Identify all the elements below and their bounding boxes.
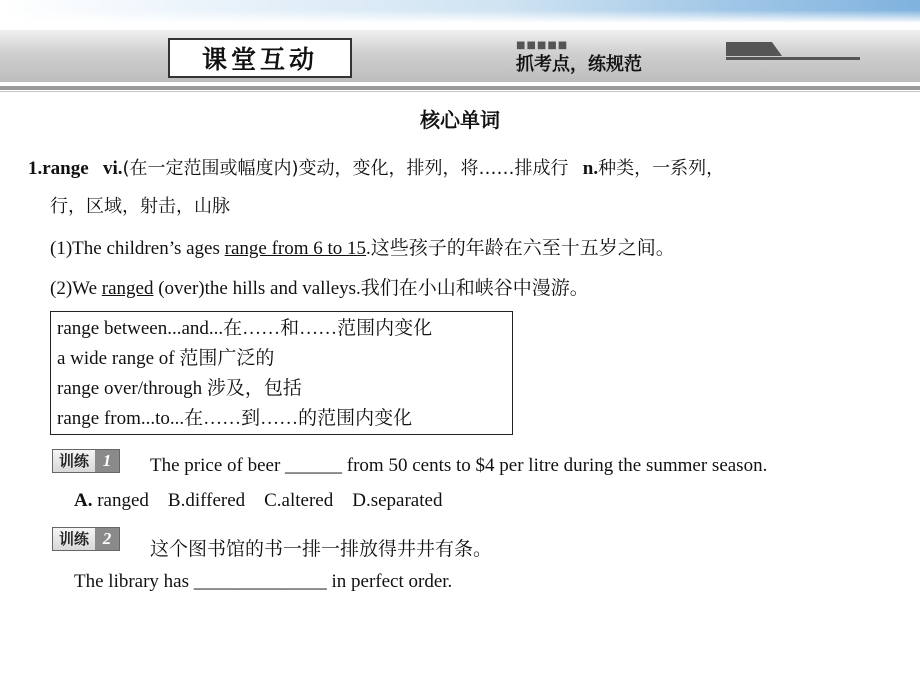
top-wave [0,10,920,22]
phrase-item: a wide range of 范围广泛的 [57,348,275,369]
word-entry [28,150,898,226]
section-title-box: 课堂互动 [168,38,352,78]
phrase-item: range over/through 涉及，包括 [57,378,302,399]
header-divider-thin [0,91,920,92]
exercise-2-badge [52,527,120,551]
example-2-suffix: (over)the hills and valleys.我们在小山和峡谷中漫游。 [153,278,589,299]
header-dots: ■■■■■ [516,40,569,51]
exercise-2-answer: The library has ______________ in perfect order. [74,571,453,592]
phrase-item: range between...and...在……和……范围内变化 [57,318,433,339]
header-bar [0,30,920,82]
exercise-2-question: 这个图书馆的书一排一排放得井井有条。 [150,538,493,560]
exercise-1-badge-label: 训练 [53,450,95,472]
entry-pos-noun: n. [582,158,599,179]
entry-def-noun: 种类，一系列， [598,158,725,179]
example-2-underlined: ranged [101,278,154,299]
example-1-prefix: (1)The children’s ages [50,238,225,259]
exercise-1-option-list: ranged B.differed C.altered D.separated [92,490,443,511]
entry-word: 1.range [28,158,89,179]
exercise-1-badge [52,449,120,473]
top-decoration-band [0,0,920,22]
entry-pos-verb: vi. [102,158,123,179]
entry-def-verb: (在一定范围或幅度内)变动，变化，排列，将……排成行 [122,158,569,179]
exercise-1-options [74,490,442,512]
header-deco-line [726,57,860,60]
example-1 [50,233,675,260]
header-subtitle: 抓考点，练规范 [516,54,642,75]
exercise-1-badge-number: 1 [95,450,119,472]
phrase-box [50,311,513,435]
example-1-underlined: range from 6 to 15 [224,238,367,259]
entry-def-noun-cont: 行，区域，射击，山脉 [50,196,230,217]
exercise-1-answer-letter: A. [74,490,93,511]
example-1-suffix: .这些孩子的年龄在六至十五岁之间。 [366,238,675,259]
page-title: 核心单词 [420,108,500,132]
exercise-2-badge-label: 训练 [53,528,95,550]
phrase-item: range from...to...在……到……的范围内变化 [57,408,413,429]
header-divider [0,86,920,90]
exercise-2-badge-number: 2 [95,528,119,550]
example-2 [50,273,589,300]
exercise-1-question: The price of beer ______ from 50 cents to $4 per litre during the summer season. [150,455,768,476]
example-2-prefix: (2)We [50,278,102,299]
